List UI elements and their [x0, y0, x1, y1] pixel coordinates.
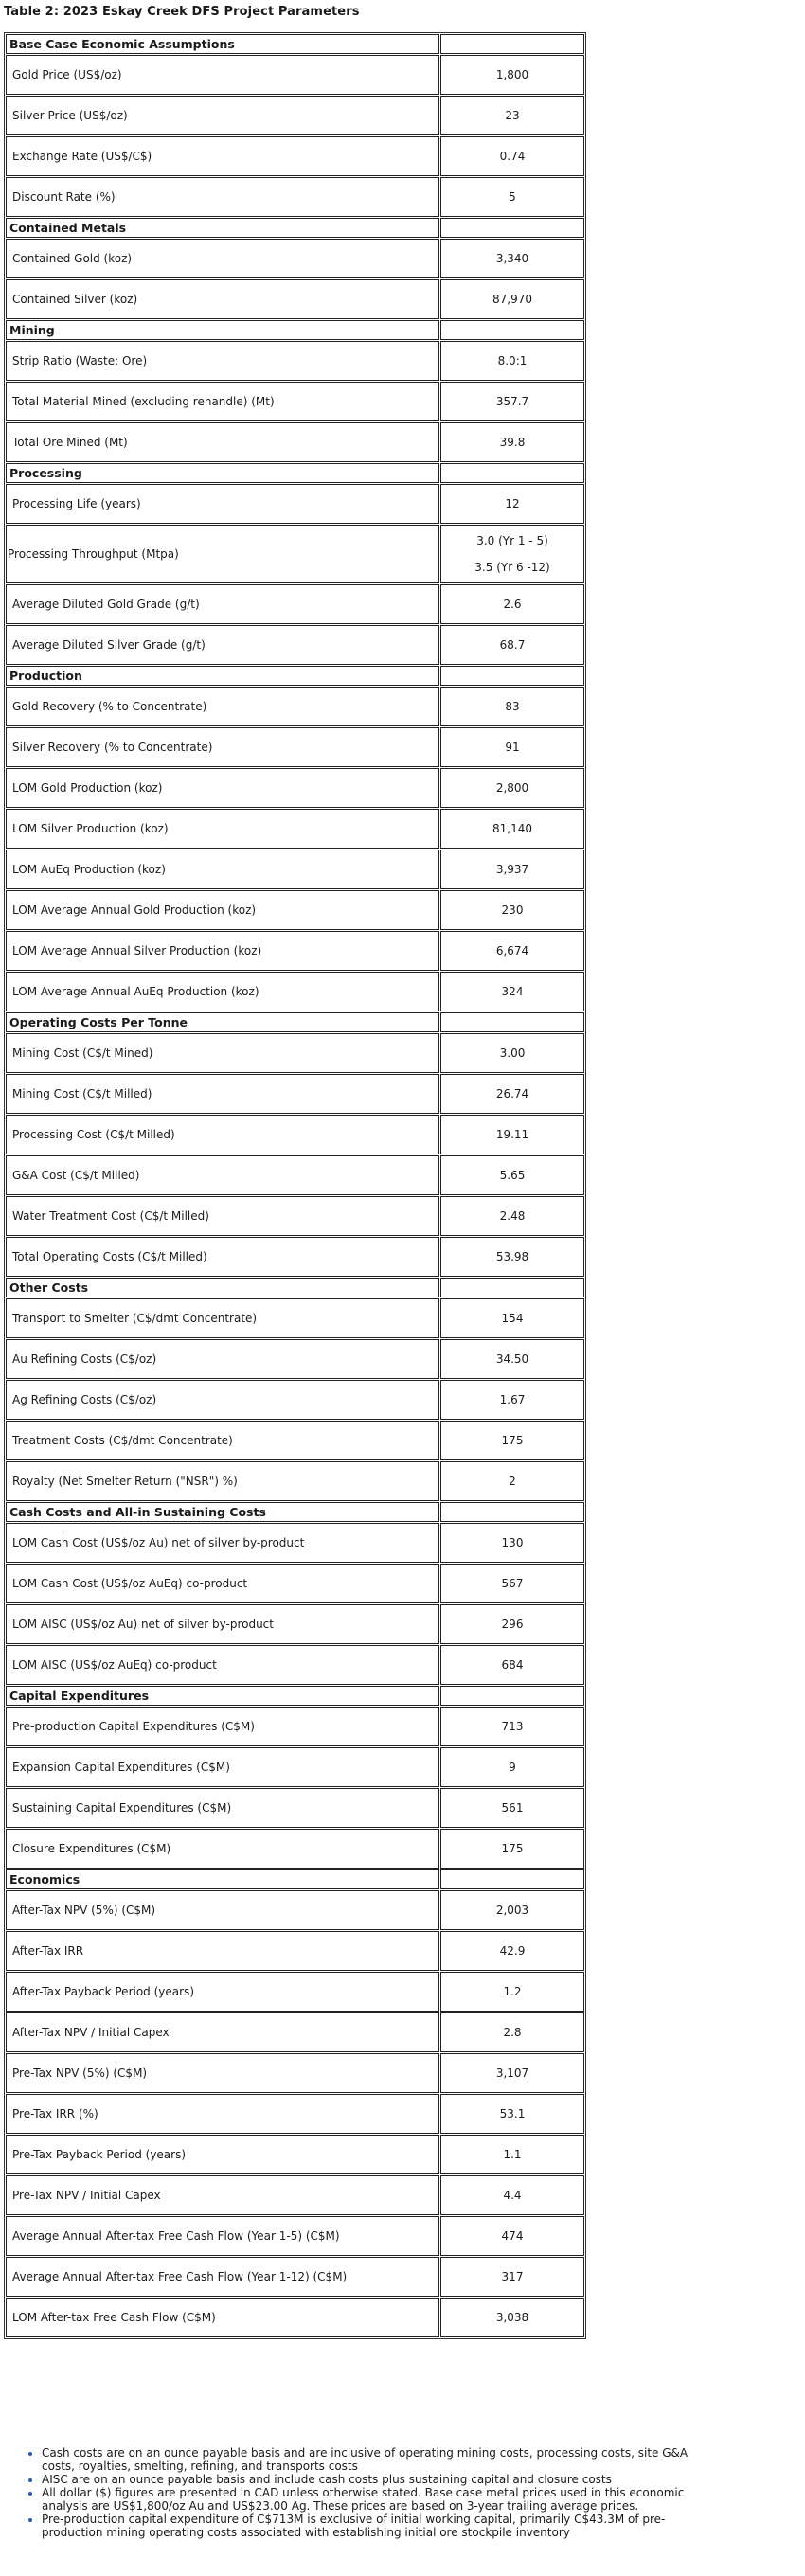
table-row: [6, 96, 584, 135]
table-row: [6, 1645, 584, 1685]
parameter-label: Treatment Costs (C$/dmt Concentrate): [6, 1421, 439, 1460]
parameter-value: 561: [440, 1788, 584, 1828]
parameter-label: Pre-Tax Payback Period (years): [6, 2135, 439, 2174]
parameter-label: LOM Silver Production (koz): [6, 809, 439, 849]
section-heading: Cash Costs and All-in Sustaining Costs: [6, 1502, 439, 1522]
parameter-value: 34.50: [440, 1339, 584, 1379]
section-heading-empty-cell: [440, 320, 584, 340]
parameter-value: 296: [440, 1604, 584, 1644]
parameter-label: Pre-Tax IRR (%): [6, 2094, 439, 2134]
parameter-value: 1.67: [440, 1380, 584, 1420]
table-row: [6, 525, 584, 583]
parameter-value: 3,340: [440, 239, 584, 278]
parameter-label: LOM Cash Cost (US$/oz Au) net of silver by-product: [6, 1523, 439, 1563]
parameter-label: Transport to Smelter (C$/dmt Concentrate): [6, 1298, 439, 1338]
section-header-row: [6, 1278, 584, 1297]
table-row: [6, 484, 584, 524]
parameter-label: Processing Life (years): [6, 484, 439, 524]
parameter-value: 324: [440, 972, 584, 1011]
section-heading-empty-cell: [440, 1502, 584, 1522]
table-row: [6, 687, 584, 726]
parameter-label: Processing Throughput (Mtpa): [6, 525, 439, 583]
parameter-label: Closure Expenditures (C$M): [6, 1829, 439, 1869]
parameter-value: 81,140: [440, 809, 584, 849]
parameter-value: 6,674: [440, 931, 584, 971]
parameter-value: [440, 525, 584, 583]
table-row: [6, 1033, 584, 1073]
parameter-value: 1.1: [440, 2135, 584, 2174]
table-row: [6, 1523, 584, 1563]
parameter-label: After-Tax Payback Period (years): [6, 1972, 439, 2012]
parameter-value: 2.8: [440, 2012, 584, 2052]
table-title: Table 2: 2023 Eskay Creek DFS Project Parameters: [4, 5, 360, 19]
parameter-value: 0.74: [440, 136, 584, 176]
parameter-value: 53.1: [440, 2094, 584, 2134]
section-header-row: [6, 1686, 584, 1706]
parameter-label: LOM AuEq Production (koz): [6, 850, 439, 889]
table-row: [6, 1972, 584, 2012]
parameter-label: Pre-Tax NPV (5%) (C$M): [6, 2053, 439, 2093]
table-row: [6, 727, 584, 767]
section-header-row: [6, 1869, 584, 1889]
table-row: [6, 1604, 584, 1644]
parameter-label: Au Refining Costs (C$/oz): [6, 1339, 439, 1379]
section-heading: Mining: [6, 320, 439, 340]
parameter-label: LOM AISC (US$/oz Au) net of silver by-product: [6, 1604, 439, 1644]
section-header-row: [6, 463, 584, 483]
parameter-label: Average Diluted Gold Grade (g/t): [6, 584, 439, 624]
parameter-value: 68.7: [440, 625, 584, 665]
table-row: [6, 55, 584, 95]
parameter-label: Average Annual After-tax Free Cash Flow (Year 1-5) (C$M): [6, 2216, 439, 2256]
parameter-label: LOM After-tax Free Cash Flow (C$M): [6, 2298, 439, 2337]
parameter-label: After-Tax IRR: [6, 1931, 439, 1971]
parameter-value: 91: [440, 727, 584, 767]
table-row: [6, 625, 584, 665]
parameter-label: Strip Ratio (Waste: Ore): [6, 341, 439, 381]
parameter-value: 1,800: [440, 55, 584, 95]
table-row: [6, 1196, 584, 1236]
table-row: [6, 1747, 584, 1787]
parameter-label: Average Diluted Silver Grade (g/t): [6, 625, 439, 665]
parameter-label: Silver Recovery (% to Concentrate): [6, 727, 439, 767]
parameter-value: 154: [440, 1298, 584, 1338]
footnote-item: • Cash costs are on an ounce payable basis and are inclusive of operating mining costs, processing costs, site G&A costs, royalties, smelting, refining, and transports costs: [42, 2446, 705, 2473]
table-row: [6, 2053, 584, 2093]
table-row: [6, 1074, 584, 1114]
section-heading-empty-cell: [440, 1012, 584, 1032]
parameter-value: 3,038: [440, 2298, 584, 2337]
section-header-row: [6, 34, 584, 54]
parameter-label: Mining Cost (C$/t Milled): [6, 1074, 439, 1114]
parameter-label: Gold Price (US$/oz): [6, 55, 439, 95]
table-row: [6, 239, 584, 278]
parameter-label: LOM Average Annual AuEq Production (koz): [6, 972, 439, 1011]
table-row: [6, 1298, 584, 1338]
section-heading-empty-cell: [440, 463, 584, 483]
table-row: [6, 1890, 584, 1930]
section-heading: Processing: [6, 463, 439, 483]
parameter-label: Average Annual After-tax Free Cash Flow (Year 1-12) (C$M): [6, 2257, 439, 2297]
footnote-item: • All dollar ($) figures are presented in CAD unless otherwise stated. Base case metal prices used in this economic analysis are US$1,800/oz Au and US$23.00 Ag. These prices are based on 3-year trailing average prices.: [42, 2486, 705, 2513]
table-row: [6, 1931, 584, 1971]
parameter-label: Ag Refining Costs (C$/oz): [6, 1380, 439, 1420]
parameter-label: Sustaining Capital Expenditures (C$M): [6, 1788, 439, 1828]
section-header-row: [6, 1502, 584, 1522]
parameter-value-line: 3.0 (Yr 1 - 5): [476, 534, 548, 547]
section-heading-empty-cell: [440, 218, 584, 238]
table-row: [6, 2175, 584, 2215]
table-row: [6, 1339, 584, 1379]
parameter-value: 19.11: [440, 1115, 584, 1154]
footnotes-list: [28, 2446, 705, 2539]
section-heading: Other Costs: [6, 1278, 439, 1297]
parameter-value: 23: [440, 96, 584, 135]
section-heading-empty-cell: [440, 1869, 584, 1889]
table-row: [6, 382, 584, 421]
table-row: [6, 341, 584, 381]
table-row: [6, 972, 584, 1011]
parameter-label: LOM Average Annual Silver Production (koz): [6, 931, 439, 971]
parameter-value: 230: [440, 890, 584, 930]
project-parameters-table: [4, 32, 586, 2339]
section-header-row: [6, 666, 584, 686]
parameter-value: 39.8: [440, 422, 584, 462]
parameter-value: 317: [440, 2257, 584, 2297]
table-row: [6, 1707, 584, 1746]
parameter-label: LOM AISC (US$/oz AuEq) co-product: [6, 1645, 439, 1685]
table-row: [6, 809, 584, 849]
section-header-row: [6, 320, 584, 340]
parameter-value: 2.48: [440, 1196, 584, 1236]
parameter-label: Contained Silver (koz): [6, 279, 439, 319]
parameter-label: Exchange Rate (US$/C$): [6, 136, 439, 176]
parameter-value: 130: [440, 1523, 584, 1563]
parameter-value: 2,800: [440, 768, 584, 808]
parameter-value: 684: [440, 1645, 584, 1685]
parameter-value: 713: [440, 1707, 584, 1746]
parameter-label: Silver Price (US$/oz): [6, 96, 439, 135]
parameter-label: Mining Cost (C$/t Mined): [6, 1033, 439, 1073]
parameter-label: Processing Cost (C$/t Milled): [6, 1115, 439, 1154]
parameter-value: 2: [440, 1461, 584, 1501]
section-heading-empty-cell: [440, 666, 584, 686]
parameter-label: After-Tax NPV (5%) (C$M): [6, 1890, 439, 1930]
section-heading: Contained Metals: [6, 218, 439, 238]
table-row: [6, 850, 584, 889]
parameter-label: Total Material Mined (excluding rehandle) (Mt): [6, 382, 439, 421]
parameter-value: 4.4: [440, 2175, 584, 2215]
parameter-label: After-Tax NPV / Initial Capex: [6, 2012, 439, 2052]
parameter-value: 3,107: [440, 2053, 584, 2093]
parameter-value: 53.98: [440, 1237, 584, 1277]
parameter-value: 9: [440, 1747, 584, 1787]
parameter-value: 26.74: [440, 1074, 584, 1114]
footnote-item: • Pre-production capital expenditure of C$713M is exclusive of initial working capital, primarily C$43.3M of pre-production mining operating costs associated with establishing initial ore stockpile inventory: [42, 2513, 705, 2539]
parameter-value: 567: [440, 1564, 584, 1603]
parameter-value: 3.00: [440, 1033, 584, 1073]
parameter-value: 8.0:1: [440, 341, 584, 381]
table-row: [6, 2135, 584, 2174]
section-heading: Capital Expenditures: [6, 1686, 439, 1706]
parameter-value: 3,937: [440, 850, 584, 889]
table-row: [6, 1115, 584, 1154]
table-row: [6, 422, 584, 462]
parameter-label: Total Operating Costs (C$/t Milled): [6, 1237, 439, 1277]
section-heading: Production: [6, 666, 439, 686]
table-row: [6, 931, 584, 971]
table-row: [6, 768, 584, 808]
section-heading: Economics: [6, 1869, 439, 1889]
table-row: [6, 890, 584, 930]
parameter-label: Gold Recovery (% to Concentrate): [6, 687, 439, 726]
section-header-row: [6, 218, 584, 238]
table-row: [6, 177, 584, 217]
table-row: [6, 1380, 584, 1420]
table-row: [6, 2012, 584, 2052]
footnote-item: • AISC are on an ounce payable basis and include cash costs plus sustaining capital and closure costs: [42, 2473, 705, 2486]
parameter-label: Pre-production Capital Expenditures (C$M): [6, 1707, 439, 1746]
parameter-label: Pre-Tax NPV / Initial Capex: [6, 2175, 439, 2215]
parameter-label: LOM Gold Production (koz): [6, 768, 439, 808]
parameter-value-line: 3.5 (Yr 6 -12): [474, 561, 550, 574]
table-row: [6, 1829, 584, 1869]
table-row: [6, 2094, 584, 2134]
table-row: [6, 584, 584, 624]
parameter-value: 5: [440, 177, 584, 217]
parameter-value: 2,003: [440, 1890, 584, 1930]
table-row: [6, 136, 584, 176]
parameter-label: Expansion Capital Expenditures (C$M): [6, 1747, 439, 1787]
parameter-value: 175: [440, 1421, 584, 1460]
parameter-value: 42.9: [440, 1931, 584, 1971]
parameter-label: Royalty (Net Smelter Return ("NSR") %): [6, 1461, 439, 1501]
parameter-label: Water Treatment Cost (C$/t Milled): [6, 1196, 439, 1236]
parameter-label: Discount Rate (%): [6, 177, 439, 217]
parameter-value: 175: [440, 1829, 584, 1869]
table-row: [6, 1788, 584, 1828]
section-heading-empty-cell: [440, 1278, 584, 1297]
table-row: [6, 2257, 584, 2297]
parameter-value: 357.7: [440, 382, 584, 421]
parameter-value: 2.6: [440, 584, 584, 624]
section-heading-empty-cell: [440, 1686, 584, 1706]
parameter-value: 87,970: [440, 279, 584, 319]
parameter-label: Total Ore Mined (Mt): [6, 422, 439, 462]
section-heading: Base Case Economic Assumptions: [6, 34, 439, 54]
parameter-value: 474: [440, 2216, 584, 2256]
parameter-value: 5.65: [440, 1155, 584, 1195]
table-row: [6, 1461, 584, 1501]
section-heading: Operating Costs Per Tonne: [6, 1012, 439, 1032]
parameter-value: 12: [440, 484, 584, 524]
parameter-label: LOM Cash Cost (US$/oz AuEq) co-product: [6, 1564, 439, 1603]
table-row: [6, 1421, 584, 1460]
table-row: [6, 2298, 584, 2337]
parameter-value: 1.2: [440, 1972, 584, 2012]
parameter-label: G&A Cost (C$/t Milled): [6, 1155, 439, 1195]
section-heading-empty-cell: [440, 34, 584, 54]
table-row: [6, 2216, 584, 2256]
table-row: [6, 1237, 584, 1277]
section-header-row: [6, 1012, 584, 1032]
table-body: [6, 34, 584, 2337]
parameter-label: LOM Average Annual Gold Production (koz): [6, 890, 439, 930]
parameter-label: Contained Gold (koz): [6, 239, 439, 278]
parameter-value: 83: [440, 687, 584, 726]
table-row: [6, 279, 584, 319]
table-row: [6, 1155, 584, 1195]
table-row: [6, 1564, 584, 1603]
